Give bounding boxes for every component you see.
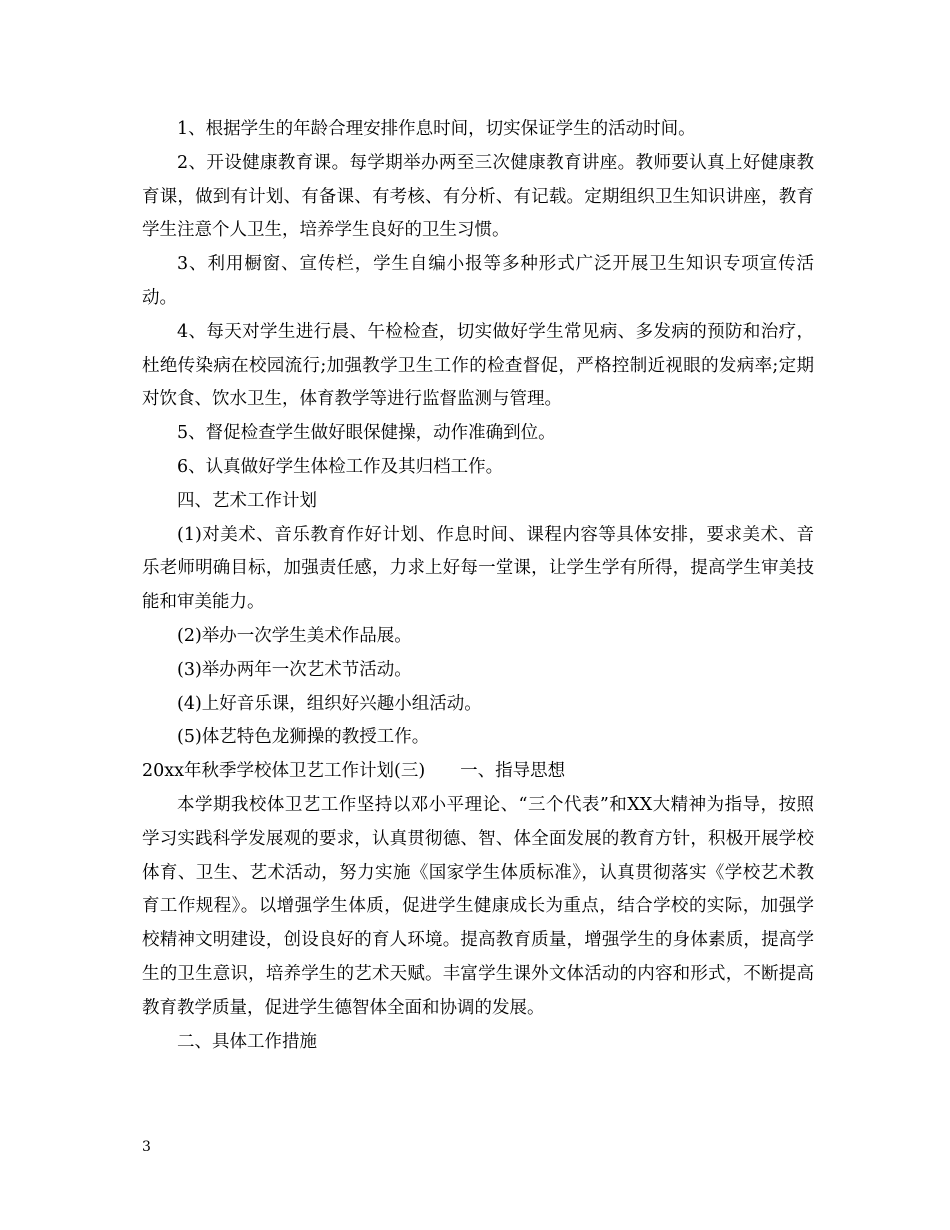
section-heading-measures: 二、具体工作措施: [177, 1031, 317, 1052]
page-number: 3: [142, 1139, 151, 1155]
paragraph-health-course: 2、开设健康教育课。每学期举办两至三次健康教育讲座。教师要认真上好健康教育课，做到有计划、有备课、有考核、有分析、有记载。定期组织卫生知识讲座，教育学生注意个人卫生，培养学生良好的卫生习惯。: [142, 152, 814, 241]
paragraph-daily-check: 4、每天对学生进行晨、午检检查，切实做好学生常见病、多发病的预防和治疗，杜绝传染病在校园流行;加强教学卫生工作的检查督促，严格控制近视眼的发病率;定期对饮食、饮水卫生，体育教学等进行监督监测与管理。: [142, 321, 814, 410]
paragraph-publicity: 3、利用橱窗、宣传栏，学生自编小报等多种形式广泛开展卫生知识专项宣传活动。: [142, 254, 814, 308]
paragraph-eye-exercise: 5、督促检查学生做好眼保健操，动作准确到位。: [177, 423, 556, 444]
paragraph-art-festival: (3)举办两年一次艺术节活动。: [177, 659, 412, 680]
document-body: [142, 113, 814, 1059]
paragraph-art-music-plan: (1)对美术、音乐教育作好计划、作息时间、课程内容等具体安排，要求美术、音乐老师明确目标，加强责任感，力求上好每一堂课，让学生学有所得，提高学生审美技能和审美能力。: [142, 524, 814, 613]
paragraph-dragon-lion: (5)体艺特色龙狮操的教授工作。: [177, 727, 430, 748]
paragraph-physical-exam: 6、认真做好学生体检工作及其归档工作。: [177, 456, 504, 477]
section-heading-art-plan: 四、艺术工作计划: [177, 490, 317, 511]
paragraph-guiding-thought: 本学期我校体卫艺工作坚持以邓小平理论、“三个代表”和XX大精神为指导，按照学习实践科学发展观的要求，认真贯彻德、智、体全面发展的教育方针，积极开展学校体育、卫生、艺术活动，努力实施《国家学生体质标准》，认真贯彻落实《学校艺术教育工作规程》。以增强学生体质，促进学生健康成长为重点，结合学校的实际，加强学校精神文明建设，创设良好的育人环境。提高教育质量，增强学生的身体素质，提高学生的卫生意识，培养学生的艺术天赋。丰富学生课外文体活动的内容和形式，不断提高教育教学质量，促进学生德智体全面和协调的发展。: [142, 794, 814, 1018]
paragraph-schedule: 1、根据学生的年龄合理安排作息时间，切实保证学生的活动时间。: [177, 119, 696, 139]
paragraph-art-exhibition: (2)举办一次学生美术作品展。: [177, 625, 412, 646]
paragraph-music-class: (4)上好音乐课，组织好兴趣小组活动。: [177, 693, 482, 714]
document-subtitle: 20xx年秋季学校体卫艺工作计划(三) 一、指导思想: [142, 761, 566, 782]
